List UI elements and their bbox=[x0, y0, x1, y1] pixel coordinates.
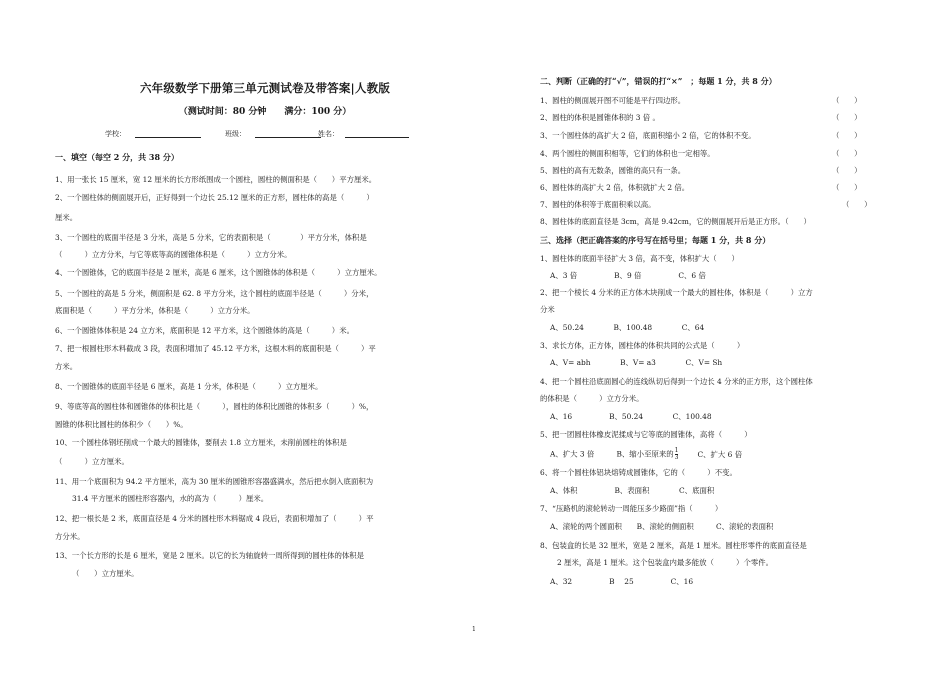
choice-question: 2 厘米，高是 1 厘米。这个包装盒内最多能放（ ）个零件。 bbox=[557, 558, 774, 567]
question-line: 厘米。 bbox=[55, 213, 78, 222]
page-title: 六年级数学下册第三单元测试卷及带答案|人教版 bbox=[139, 81, 391, 95]
question-line: 5、一个圆柱的高是 5 分米，侧面积是 62. 8 平方分米，这个圆柱的底面半径是（ ）分米， bbox=[55, 289, 374, 298]
school-blank[interactable] bbox=[135, 137, 201, 138]
judge-line: 3、一个圆柱体的高扩大 2 倍，底面积缩小 2 倍，它的体积不变。 bbox=[540, 131, 756, 140]
judge-line: 6、圆柱体的高扩大 2 倍，体积就扩大 2 倍。 bbox=[540, 183, 690, 192]
section-choice-heading: 三、选择（把正确答案的序号写在括号里；每题 1 分，共 8 分） bbox=[540, 235, 771, 245]
question-line: （ ）立方分米，与它等底等高的圆锥体积是（ ）立方分米。 bbox=[55, 250, 292, 259]
section-judge-heading: 二、判断（正确的打“√”，错误的打“×” ；每题 1 分，共 8 分） bbox=[540, 76, 777, 86]
option-c: C、扩大 6 倍 bbox=[697, 449, 743, 459]
choice-question: 1、圆柱体的底面半径扩大 3 倍，高不变，体积扩大（ ） bbox=[540, 254, 739, 263]
judge-line: 2、圆柱的体积是圆锥体积的 3 倍 。 bbox=[540, 113, 660, 122]
choice-options: A、50.24 B、100.48 C、64 bbox=[550, 323, 705, 332]
choice-options: A、V= abh B、V= a3 C、V= Sh bbox=[550, 358, 723, 367]
judge-line: 1、圆柱的侧面展开图不可能是平行四边形。 bbox=[540, 96, 686, 105]
choice-options: A、3 倍 B、9 倍 C、6 倍 bbox=[550, 271, 706, 280]
option-text: A、扩大 3 倍 B、缩小至原来的 bbox=[550, 449, 674, 459]
choice-options: A、体积 B、表面积 C、底面积 bbox=[550, 486, 715, 495]
choice-options: A、16 B、50.24 C、100.48 bbox=[550, 412, 712, 421]
answer-bracket[interactable]: （ ） bbox=[832, 113, 862, 122]
judge-line: 8、圆柱体的底面直径是 3cm，高是 9.42cm，它的侧面展开后是正方形。（ ） bbox=[540, 217, 811, 226]
choice-question: 2、把一个棱长 4 分米的正方体木块削成一个最大的圆柱体，体积是（ ）立方 bbox=[540, 288, 813, 297]
fraction-one-third: $\frac{1}{3}$ bbox=[674, 447, 679, 461]
choice-question: 7、“压路机的滚轮转动一周能压多少路面”指（ ） bbox=[540, 504, 723, 513]
question-line: （ ）立方厘米。 bbox=[55, 457, 129, 466]
question-line: 3、一个圆柱的底面半径是 3 分米，高是 5 分米，它的表面积是（ ）平方分米，体积是 bbox=[55, 233, 367, 242]
question-line: 4、一个圆锥体，它的底面半径是 2 厘米，高是 6 厘米，这个圆锥体的体积是（ ）立方厘米。 bbox=[55, 268, 382, 277]
judge-line: 4、两个圆柱的侧面积相等，它们的体积也一定相等。 bbox=[540, 149, 715, 158]
question-line: 方米。 bbox=[55, 362, 78, 371]
answer-bracket[interactable]: （ ） bbox=[832, 96, 862, 105]
question-line: 1、用一张长 15 厘米，宽 12 厘米的长方形纸围成一个圆柱，圆柱的侧面积是（ ）平方厘米。 bbox=[55, 175, 377, 184]
answer-bracket[interactable]: （ ） bbox=[842, 200, 872, 209]
test-info: （测试时间：80 分钟 满分：100 分） bbox=[178, 107, 352, 117]
judge-line: 5、圆柱的高有无数条，圆锥的高只有一条。 bbox=[540, 166, 686, 175]
question-line: 7、把一根圆柱形木料截成 3 段，表面积增加了 45.12 平方米，这根木料的底面积是（ ）平 bbox=[55, 344, 376, 353]
question-line: 31.4 平方厘米的圆柱形容器内，水的高为（ ）厘米。 bbox=[72, 494, 269, 503]
section-fill-heading: 一、填空（每空 2 分，共 38 分） bbox=[55, 152, 179, 162]
question-line: 圆锥的体积比圆柱的体积少（ ）%。 bbox=[55, 420, 188, 429]
choice-question: 6、将一个圆柱体铝块熔铸成圆锥体，它的（ ）不变。 bbox=[540, 468, 737, 477]
question-line: 6、一个圆锥体体积是 24 立方米，底面积是 12 平方米，这个圆锥体的高是（ ）米。 bbox=[55, 326, 354, 335]
question-line: 13、一个长方形的长是 6 厘米，宽是 2 厘米。以它的长为轴旋转一周所得到的圆柱体的体积是 bbox=[55, 551, 365, 560]
choice-options bbox=[550, 448, 742, 461]
class-blank[interactable] bbox=[255, 137, 321, 138]
page-number: 1 bbox=[472, 626, 476, 633]
answer-bracket[interactable]: （ ） bbox=[832, 149, 862, 158]
answer-bracket[interactable]: （ ） bbox=[832, 131, 862, 140]
question-line: 9、等底等高的圆柱体和圆锥体的体积比是（ ），圆柱的体积比圆锥的体积多（ ）%， bbox=[55, 402, 374, 411]
name-blank[interactable] bbox=[345, 137, 409, 138]
question-line: 8、一个圆锥体的底面半径是 6 厘米，高是 1 分米，体积是（ ）立方厘米。 bbox=[55, 382, 323, 391]
choice-question: 5、把一团圆柱体橡皮泥揉成与它等底的圆锥体，高将（ ） bbox=[540, 430, 752, 439]
judge-line: 7、圆柱的体积等于底面积乘以高。 bbox=[540, 200, 656, 209]
question-line: 12、把一根长是 2 米，底面直径是 4 分米的圆柱形木料锯成 4 段后，表面积增加了（ ）平 bbox=[55, 514, 374, 523]
class-label: 班级： bbox=[225, 130, 246, 138]
question-line: （ ）立方厘米。 bbox=[72, 569, 139, 578]
school-label: 学校： bbox=[105, 130, 126, 138]
choice-question: 分米 bbox=[540, 305, 555, 314]
choice-options: A、32 B 25 C、16 bbox=[550, 577, 694, 586]
question-line: 10、一个圆柱体钢坯削成一个最大的圆锥体，要削去 1.8 立方厘米，未削前圆柱的体积是 bbox=[55, 438, 347, 447]
question-line: 11、用一个底面积为 94.2 平方厘米，高为 30 厘米的圆锥形容器盛满水，然后把水倒入底面积为 bbox=[55, 477, 374, 486]
answer-bracket[interactable]: （ ） bbox=[832, 183, 862, 192]
choice-question: 8、包装盒的长是 32 厘米，宽是 2 厘米，高是 1 厘米。圆柱形零件的底面直径是 bbox=[540, 541, 807, 550]
choice-question: 4、把一个圆柱沿底面圆心的连线纵切后得到一个边长 4 分米的正方形，这个圆柱体 bbox=[540, 377, 813, 386]
choice-question: 的体积是（ ）立方分米。 bbox=[540, 394, 644, 403]
choice-options: A、滚轮的两个圆面积 B、滚轮的侧面积 C、滚轮的表面积 bbox=[550, 522, 774, 531]
name-label: 姓名： bbox=[318, 130, 339, 138]
answer-bracket[interactable]: （ ） bbox=[832, 166, 862, 175]
question-line: 2、一个圆柱体的侧面展开后，正好得到一个边长 25.12 厘米的正方形，圆柱体的高是（ ） bbox=[55, 193, 374, 202]
question-line: 底面积是（ ）平方分米，体积是（ ）立方分米。 bbox=[55, 306, 255, 315]
question-line: 方分米。 bbox=[55, 532, 85, 541]
choice-question: 3、求长方体，正方体，圆柱体的体积共同的公式是（ ） bbox=[540, 341, 745, 350]
